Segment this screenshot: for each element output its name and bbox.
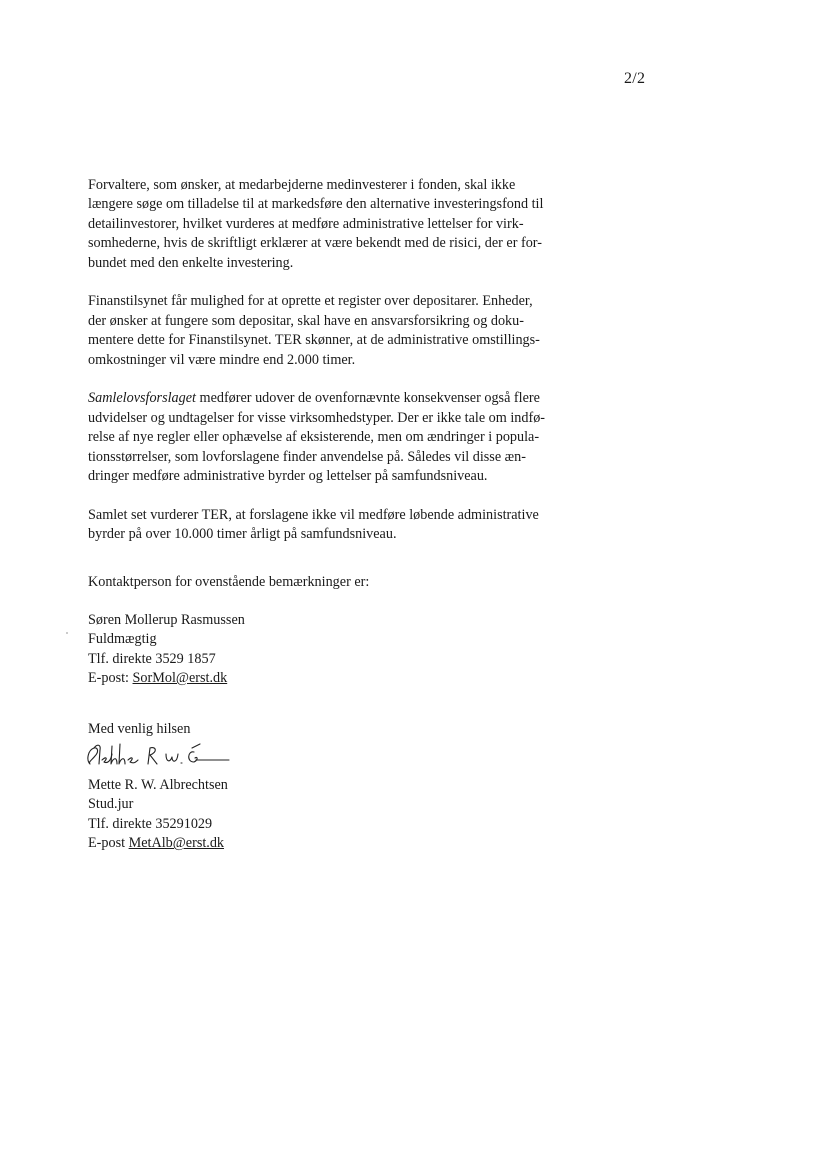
paragraph-depositarer [88,292,565,370]
sender-phone: Tlf. direkte 35291029 [88,815,213,832]
email-label: E-post [88,835,129,852]
text-line: Samlet set vurderer TER, at forslagene ikke vil medføre løbende administrative [88,506,539,523]
page-number: 2/2 [624,70,646,87]
text-line: Forvaltere, som ønsker, at medarbejderne medinvesterer i fonden, skal ikke [88,177,516,193]
text-fragment: medfører udover de ovenfornævnte konsekvenser også flere [195,390,540,407]
text-line: tionsstørrelser, som lovforslagene finder anvendelse på. Således vil disse æn- [88,448,526,465]
sender-email-link[interactable]: MetAlb@erst.dk [128,835,225,852]
sender-name: Mette R. W. Albrechtsen [88,777,228,793]
contact-email-line [88,669,245,688]
paragraph-samlelovsforslaget [88,389,565,486]
text-line: der ønsker at fungere som depositar, skal have en ansvarsforsikring og doku- [88,312,524,329]
closing-greeting: Med venlig hilsen [88,721,191,737]
text-line: udvidelser og undtagelser for visse virksomhedstyper. Der er ikke tale om indfø- [88,409,546,426]
text-line [88,389,565,408]
text-line: bundet med den enkelte investering. [88,254,294,271]
contact-phone: Tlf. direkte 3529 1857 [88,650,216,667]
contact-email-link[interactable]: SorMol@erst.dk [132,670,228,687]
body-text [88,176,565,545]
handwritten-signature [84,738,234,768]
email-label: E-post: [88,670,133,687]
text-line: detailinvestorer, hvilket vurderes at medføre administrative lettelser for virk- [88,215,524,232]
paragraph-medinvestering [88,176,565,273]
text-line: længere søge om tilladelse til at markedsføre den alternative investeringsfond til [88,196,544,213]
contact-intro: Kontaktperson for ovenstående bemærkninger er: [88,574,370,590]
italic-term: Samlelovsforslaget [88,390,196,407]
closing-block [88,776,228,854]
contact-name: Søren Mollerup Rasmussen [88,612,245,628]
text-line: dringer medføre administrative byrder og lettelser på samfundsniveau. [88,468,488,485]
contact-title: Fuldmægtig [88,631,157,648]
text-line: relse af nye regler eller ophævelse af eksisterende, men om ændringer i popula- [88,429,540,446]
sender-title: Stud.jur [88,796,134,813]
text-line: somhederne, hvis de skriftligt erklærer at være bekendt med de risici, der er for- [88,235,542,252]
text-line: omkostninger vil være mindre end 2.000 timer. [88,351,356,368]
text-line: byrder på over 10.000 timer årligt på samfundsniveau. [88,526,397,543]
scan-speck [66,632,68,634]
contact-block [88,611,245,689]
paragraph-samlet-vurdering [88,506,565,545]
text-line: Finanstilsynet får mulighed for at oprette et register over depositarer. Enheder, [88,293,533,310]
text-line: mentere dette for Finanstilsynet. TER skønner, at de administrative omstillings- [88,332,540,349]
sender-email-line [88,834,228,853]
